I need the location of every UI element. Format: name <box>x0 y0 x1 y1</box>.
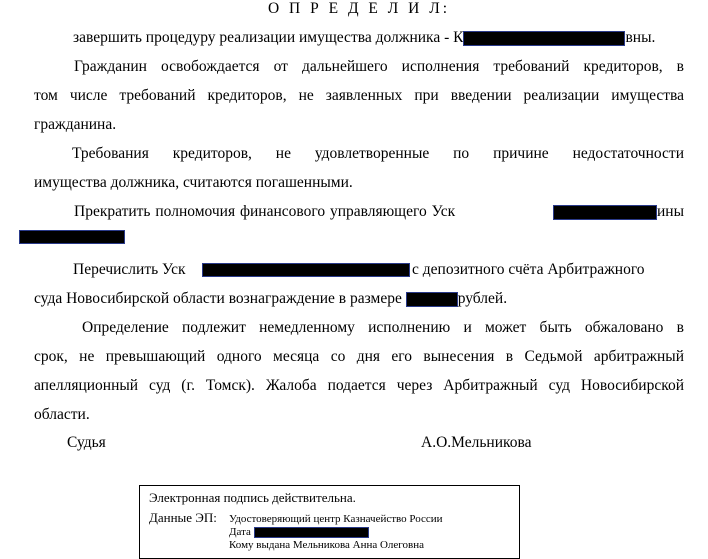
e-signature-date-label: Дата <box>229 526 251 538</box>
paragraph-claims-line1: Требования кредиторов, не удовлетворенные по причине недостаточности <box>72 145 684 162</box>
paragraph-appeal-line1: Определение подлежит немедленному исполнению и может быть обжаловано в <box>82 319 684 336</box>
redaction-recipient-name <box>202 263 410 277</box>
redaction-amount <box>406 292 458 307</box>
p1-text: завершить процедуру реализации имущества должника - <box>73 29 454 46</box>
p1-visible-end: вны. <box>625 29 656 46</box>
document-heading: О П Р Е Д Е Л И Л: <box>267 0 451 17</box>
e-signature-issued-to: Кому выдана Мельникова Анна Олеговна <box>229 539 425 551</box>
p4-text: Прекратить полномочия финансового управляющего Уск <box>74 203 456 220</box>
paragraph-release-line1: Гражданин освобождается от дальнейшего исполнения требований кредиторов, в <box>74 58 684 75</box>
redaction-manager-name-cont <box>19 230 125 244</box>
paragraph-transfer-line1 <box>73 261 186 279</box>
redaction-debtor-name <box>463 31 625 46</box>
paragraph-appeal-line4: области. <box>34 406 90 423</box>
p5-text: Перечислить Уск <box>73 261 186 278</box>
paragraph-claims-line2: имущества должника, считаются погашенными. <box>34 174 353 191</box>
e-signature-label: Данные ЭП: <box>149 510 217 525</box>
p5-line2-after: рублей. <box>457 290 508 307</box>
p4-after: ины <box>657 203 685 220</box>
p5-after: с депозитного счёта Арбитражного <box>412 261 645 278</box>
paragraph-appeal-line3: апелляционный суд (г. Томск). Жалоба подается через Арбитражный суд Новосибирской <box>34 377 684 394</box>
e-signature-valid-text: Электронная подпись действительна. <box>149 490 356 505</box>
e-signature-issuer: Удостоверяющий центр Казначейство России <box>229 513 443 525</box>
paragraph-terminate-powers <box>74 203 455 221</box>
paragraph-release-line2: том числе требований кредиторов, не заявленных при введении реализации имущества <box>34 87 684 104</box>
paragraph-complete-procedure <box>73 29 655 47</box>
paragraph-appeal-line2: срок, не превышающий одного месяца со дня его вынесения в Седьмой арбитражный <box>34 348 684 365</box>
paragraph-transfer-line2 <box>34 290 507 308</box>
paragraph-release-line3: гражданина. <box>34 116 117 133</box>
judge-role: Судья <box>67 434 106 451</box>
p5-line2-text: суда Новосибирской области вознаграждение в размере <box>34 290 406 307</box>
e-signature-date-row <box>229 526 369 538</box>
judge-name: А.О.Мельникова <box>421 434 532 451</box>
e-signature-box <box>139 485 520 559</box>
p1-visible-start: К <box>453 29 464 46</box>
redaction-signature-date <box>254 527 369 538</box>
redaction-manager-name <box>553 205 657 220</box>
